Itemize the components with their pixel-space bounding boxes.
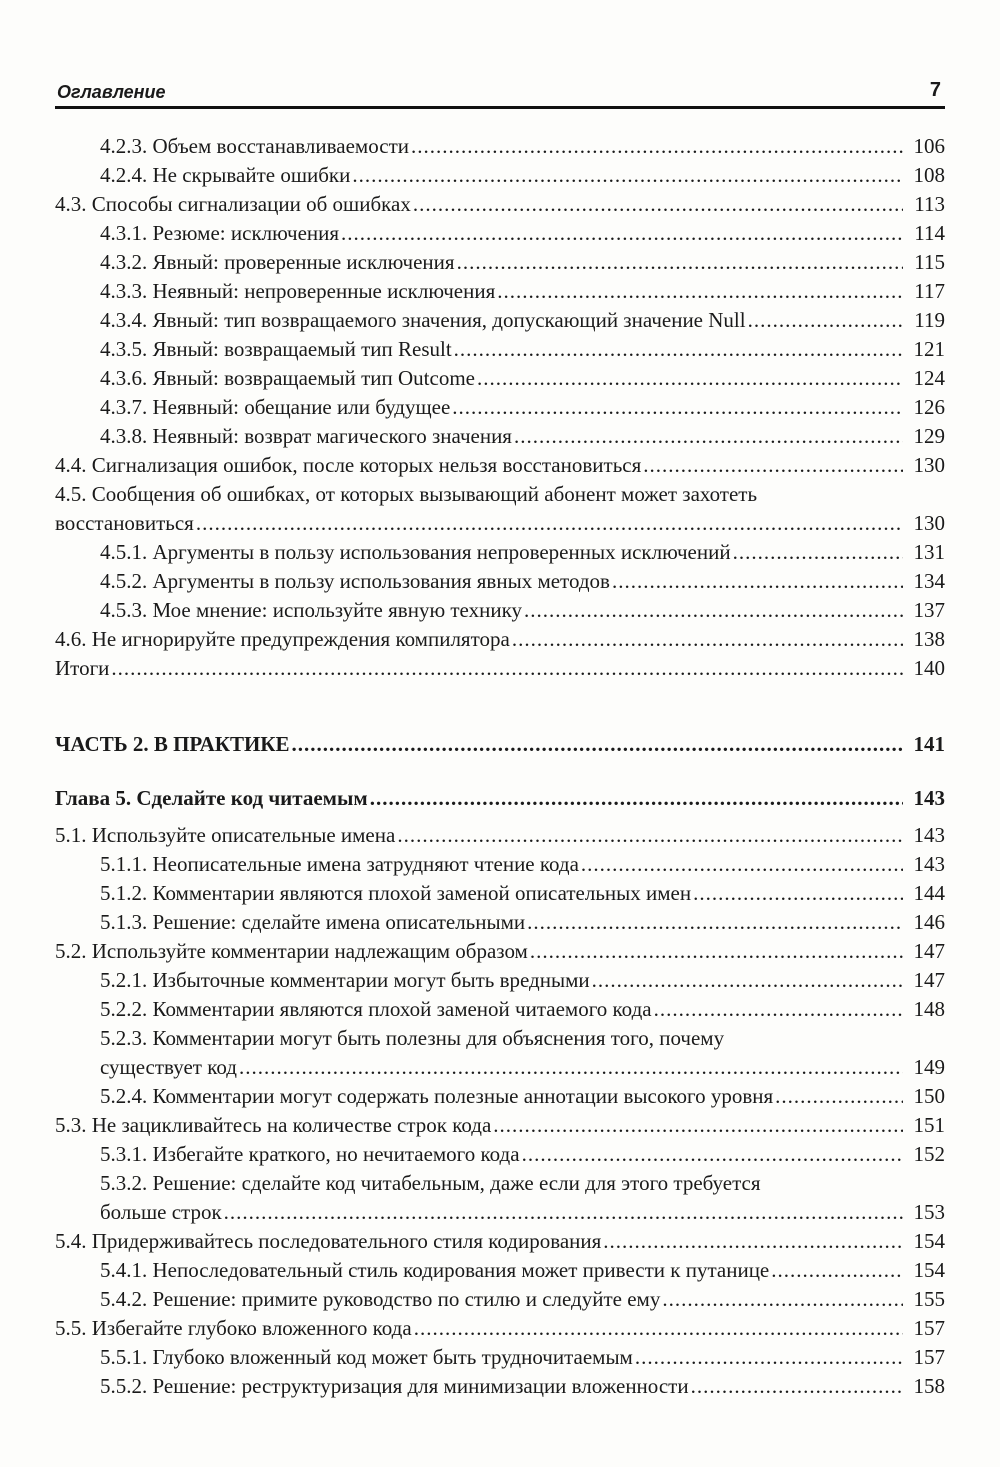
toc-entry-title: 4.5. Сообщения об ошибках, от которых вызывающий абонент может захотеть xyxy=(55,482,758,506)
toc-chapter-title: Глава 5. Сделайте код читаемым xyxy=(55,786,368,810)
leader-dots xyxy=(654,995,903,1024)
toc-entry-page: 157 xyxy=(913,1345,945,1369)
toc-entry[interactable] xyxy=(55,364,945,393)
toc-entry-title: 5.3.1. Избегайте краткого, но нечитаемого кода xyxy=(100,1142,520,1166)
leader-dots xyxy=(457,248,903,277)
toc-entry-title: 5.3.2. Решение: сделайте код читабельным, даже если для этого требуется xyxy=(100,1171,761,1195)
toc-entry[interactable] xyxy=(55,1372,945,1401)
leader-dots xyxy=(370,784,903,813)
toc-entry-page: 130 xyxy=(913,453,945,477)
toc-entry-title: 5.3. Не зацикливайтесь на количестве строк кода xyxy=(55,1113,492,1137)
leader-dots xyxy=(224,1198,903,1227)
toc-entry[interactable] xyxy=(55,248,945,277)
toc-entry-page: 140 xyxy=(913,656,945,680)
toc-entry[interactable] xyxy=(55,1343,945,1372)
toc-entry[interactable] xyxy=(55,567,945,596)
toc-part-title: ЧАСТЬ 2. В ПРАКТИКЕ xyxy=(55,732,290,756)
toc-entry-page: 157 xyxy=(913,1316,945,1340)
toc-entry[interactable] xyxy=(55,190,945,219)
toc-entry[interactable] xyxy=(55,879,945,908)
toc-entry[interactable] xyxy=(55,1256,945,1285)
toc-entry-title: 4.3. Способы сигнализации об ошибках xyxy=(55,192,411,216)
leader-dots xyxy=(514,422,903,451)
toc-chapter-heading[interactable] xyxy=(55,784,945,813)
toc-entry-page: 113 xyxy=(914,192,945,216)
toc-entry-title: 5.2. Используйте комментарии надлежащим образом xyxy=(55,939,528,963)
toc-entry-title: 4.3.4. Явный: тип возвращаемого значения, допускающий значение Null xyxy=(100,308,746,332)
toc-entry-page: 143 xyxy=(913,852,945,876)
toc-entry[interactable] xyxy=(55,1227,945,1256)
toc-entry[interactable] xyxy=(55,1169,945,1227)
toc-entry[interactable] xyxy=(55,219,945,248)
toc-entry-page: 130 xyxy=(913,511,945,535)
leader-dots xyxy=(292,730,903,759)
toc-entry-title: 5.4. Придерживайтесь последовательного стиля кодирования xyxy=(55,1229,602,1253)
toc-entry[interactable] xyxy=(55,451,945,480)
leader-dots xyxy=(477,364,903,393)
spacer xyxy=(55,759,945,784)
toc-entry[interactable] xyxy=(55,654,945,683)
toc-entry-page: 114 xyxy=(914,221,945,245)
toc-entry-title: 5.4.2. Решение: примите руководство по стилю и следуйте ему xyxy=(100,1287,661,1311)
toc-entry[interactable] xyxy=(55,625,945,654)
toc-entry-title: 4.3.8. Неявный: возврат магического значения xyxy=(100,424,512,448)
leader-dots xyxy=(397,821,903,850)
toc-entry-page: 138 xyxy=(913,627,945,651)
leader-dots xyxy=(527,908,903,937)
toc-entry-page: 124 xyxy=(913,366,945,390)
toc-entry-title: 5.5. Избегайте глубоко вложенного кода xyxy=(55,1316,412,1340)
toc-entry-title: 4.3.1. Резюме: исключения xyxy=(100,221,340,245)
leader-dots xyxy=(581,850,903,879)
toc-entry-title: 4.3.6. Явный: возвращаемый тип Outcome xyxy=(100,366,475,390)
toc-entry-page: 126 xyxy=(913,395,945,419)
toc-entry[interactable] xyxy=(55,850,945,879)
toc-entry[interactable] xyxy=(55,821,945,850)
toc-entry[interactable] xyxy=(55,161,945,190)
toc-entry-title: 4.5.2. Аргументы в пользу использования явных методов xyxy=(100,569,610,593)
toc-part-page: 141 xyxy=(913,732,945,756)
page-header-title: Оглавление xyxy=(57,82,166,102)
leader-dots xyxy=(196,509,903,538)
leader-dots xyxy=(414,1314,903,1343)
toc-entry[interactable] xyxy=(55,995,945,1024)
toc-entry-title: Итоги xyxy=(55,656,110,680)
leader-dots xyxy=(512,625,903,654)
toc-entry-page: 106 xyxy=(913,134,945,158)
toc-entry-page: 146 xyxy=(913,910,945,934)
leader-dots xyxy=(771,1256,903,1285)
toc-entry[interactable] xyxy=(55,937,945,966)
toc-entry-title: 5.1.2. Комментарии являются плохой заменой описательных имен xyxy=(100,881,692,905)
leader-dots xyxy=(352,161,903,190)
toc-entry-title: 5.5.1. Глубоко вложенный код может быть трудночитаемым xyxy=(100,1345,633,1369)
leader-dots xyxy=(493,1111,903,1140)
toc-entry-page: 137 xyxy=(913,598,945,622)
toc-entry-title: 5.2.4. Комментарии могут содержать полезные аннотации высокого уровня xyxy=(100,1084,774,1108)
leader-dots xyxy=(452,393,903,422)
toc-group-chapter-4 xyxy=(55,132,945,683)
toc-entry-title: 4.5.1. Аргументы в пользу использования непроверенных исключений xyxy=(100,540,731,564)
toc-entry-title: 5.2.3. Комментарии могут быть полезны для объяснения того, почему xyxy=(100,1026,725,1050)
toc-entry-page: 154 xyxy=(913,1258,945,1282)
toc-entry[interactable] xyxy=(55,538,945,567)
toc-entry[interactable] xyxy=(55,335,945,364)
toc-entry-title-continued: больше строк xyxy=(100,1200,222,1224)
toc-entry-title: 4.6. Не игнорируйте предупреждения компилятора xyxy=(55,627,510,651)
leader-dots xyxy=(603,1227,903,1256)
toc-part-heading[interactable] xyxy=(55,730,945,759)
toc-entry-page: 119 xyxy=(914,308,945,332)
toc-entry-page: 154 xyxy=(913,1229,945,1253)
toc-entry-title: 5.1. Используйте описательные имена xyxy=(55,823,396,847)
toc-entry-page: 150 xyxy=(913,1084,945,1108)
leader-dots xyxy=(733,538,903,567)
toc-entry-title: 5.1.3. Решение: сделайте имена описательными xyxy=(100,910,526,934)
toc-entry-title-continued: восстановиться xyxy=(55,511,194,535)
toc-entry[interactable] xyxy=(55,306,945,335)
leader-dots xyxy=(111,654,903,683)
toc-entry-title: 4.3.5. Явный: возвращаемый тип Result xyxy=(100,337,452,361)
toc-entry[interactable] xyxy=(55,966,945,995)
toc-entry-title: 4.3.7. Неявный: обещание или будущее xyxy=(100,395,451,419)
toc-chapter-page: 143 xyxy=(913,786,945,810)
toc-entry-page: 117 xyxy=(914,279,945,303)
toc-entry-title: 4.3.2. Явный: проверенные исключения xyxy=(100,250,455,274)
toc-entry-page: 134 xyxy=(913,569,945,593)
toc-entry-page: 158 xyxy=(913,1374,945,1398)
leader-dots xyxy=(643,451,903,480)
toc-entry-page: 115 xyxy=(914,250,945,274)
toc-entry-title: 5.2.1. Избыточные комментарии могут быть вредными xyxy=(100,968,590,992)
toc-entry-page: 129 xyxy=(913,424,945,448)
leader-dots xyxy=(662,1285,903,1314)
toc-entry[interactable] xyxy=(55,277,945,306)
toc-entry[interactable] xyxy=(55,908,945,937)
toc-entry-page: 121 xyxy=(913,337,945,361)
toc-entry[interactable] xyxy=(55,1140,945,1169)
spacer xyxy=(55,813,945,821)
toc-entry-page: 147 xyxy=(913,939,945,963)
leader-dots xyxy=(612,567,903,596)
leader-dots xyxy=(530,937,903,966)
leader-dots xyxy=(693,879,903,908)
toc-entry[interactable] xyxy=(55,1111,945,1140)
leader-dots xyxy=(239,1053,903,1082)
leader-dots xyxy=(691,1372,903,1401)
leader-dots xyxy=(413,190,903,219)
leader-dots xyxy=(411,132,903,161)
leader-dots xyxy=(775,1082,903,1111)
toc-entry-page: 155 xyxy=(913,1287,945,1311)
toc-entry-page: 147 xyxy=(913,968,945,992)
toc-entry[interactable] xyxy=(55,480,945,538)
toc-entry-title: 5.1.1. Неописательные имена затрудняют чтение кода xyxy=(100,852,579,876)
toc-entry[interactable] xyxy=(55,1314,945,1343)
toc-entry-page: 153 xyxy=(913,1200,945,1224)
leader-dots xyxy=(592,966,903,995)
toc-entry-page: 108 xyxy=(913,163,945,187)
toc-entry-title-continued: существует код xyxy=(100,1055,237,1079)
page-header-number: 7 xyxy=(929,79,941,101)
toc-entry-page: 131 xyxy=(913,540,945,564)
leader-dots xyxy=(497,277,903,306)
toc-entry-page: 151 xyxy=(913,1113,945,1137)
toc-entry-title: 5.4.1. Непоследовательный стиль кодирования может привести к путанице xyxy=(100,1258,770,1282)
toc-entry-title: 4.2.3. Объем восстанавливаемости xyxy=(100,134,409,158)
toc-entry[interactable] xyxy=(55,1082,945,1111)
spacer xyxy=(55,683,945,730)
toc-entry-page: 148 xyxy=(913,997,945,1021)
toc-entry[interactable] xyxy=(55,132,945,161)
leader-dots xyxy=(522,1140,903,1169)
leader-dots xyxy=(748,306,903,335)
toc-entry-page: 152 xyxy=(913,1142,945,1166)
toc-entry-title: 4.2.4. Не скрывайте ошибки xyxy=(100,163,351,187)
table-of-contents xyxy=(55,132,945,1401)
toc-entry[interactable] xyxy=(55,393,945,422)
toc-entry-page: 143 xyxy=(913,823,945,847)
toc-entry[interactable] xyxy=(55,596,945,625)
toc-group-chapter-5 xyxy=(55,821,945,1401)
toc-entry-title: 5.5.2. Решение: реструктуризация для минимизации вложенности xyxy=(100,1374,689,1398)
page-header xyxy=(55,76,945,109)
leader-dots xyxy=(454,335,903,364)
toc-entry-title: 4.3.3. Неявный: непроверенные исключения xyxy=(100,279,496,303)
toc-entry-title: 5.2.2. Комментарии являются плохой заменой читаемого кода xyxy=(100,997,652,1021)
toc-entry-title: 4.4. Сигнализация ошибок, после которых нельзя восстановиться xyxy=(55,453,642,477)
leader-dots xyxy=(341,219,903,248)
leader-dots xyxy=(635,1343,903,1372)
toc-entry-page: 149 xyxy=(913,1055,945,1079)
toc-entry[interactable] xyxy=(55,1285,945,1314)
leader-dots xyxy=(524,596,903,625)
toc-entry[interactable] xyxy=(55,422,945,451)
toc-entry-title: 4.5.3. Мое мнение: используйте явную технику xyxy=(100,598,522,622)
toc-entry[interactable] xyxy=(55,1024,945,1082)
toc-entry-page: 144 xyxy=(913,881,945,905)
